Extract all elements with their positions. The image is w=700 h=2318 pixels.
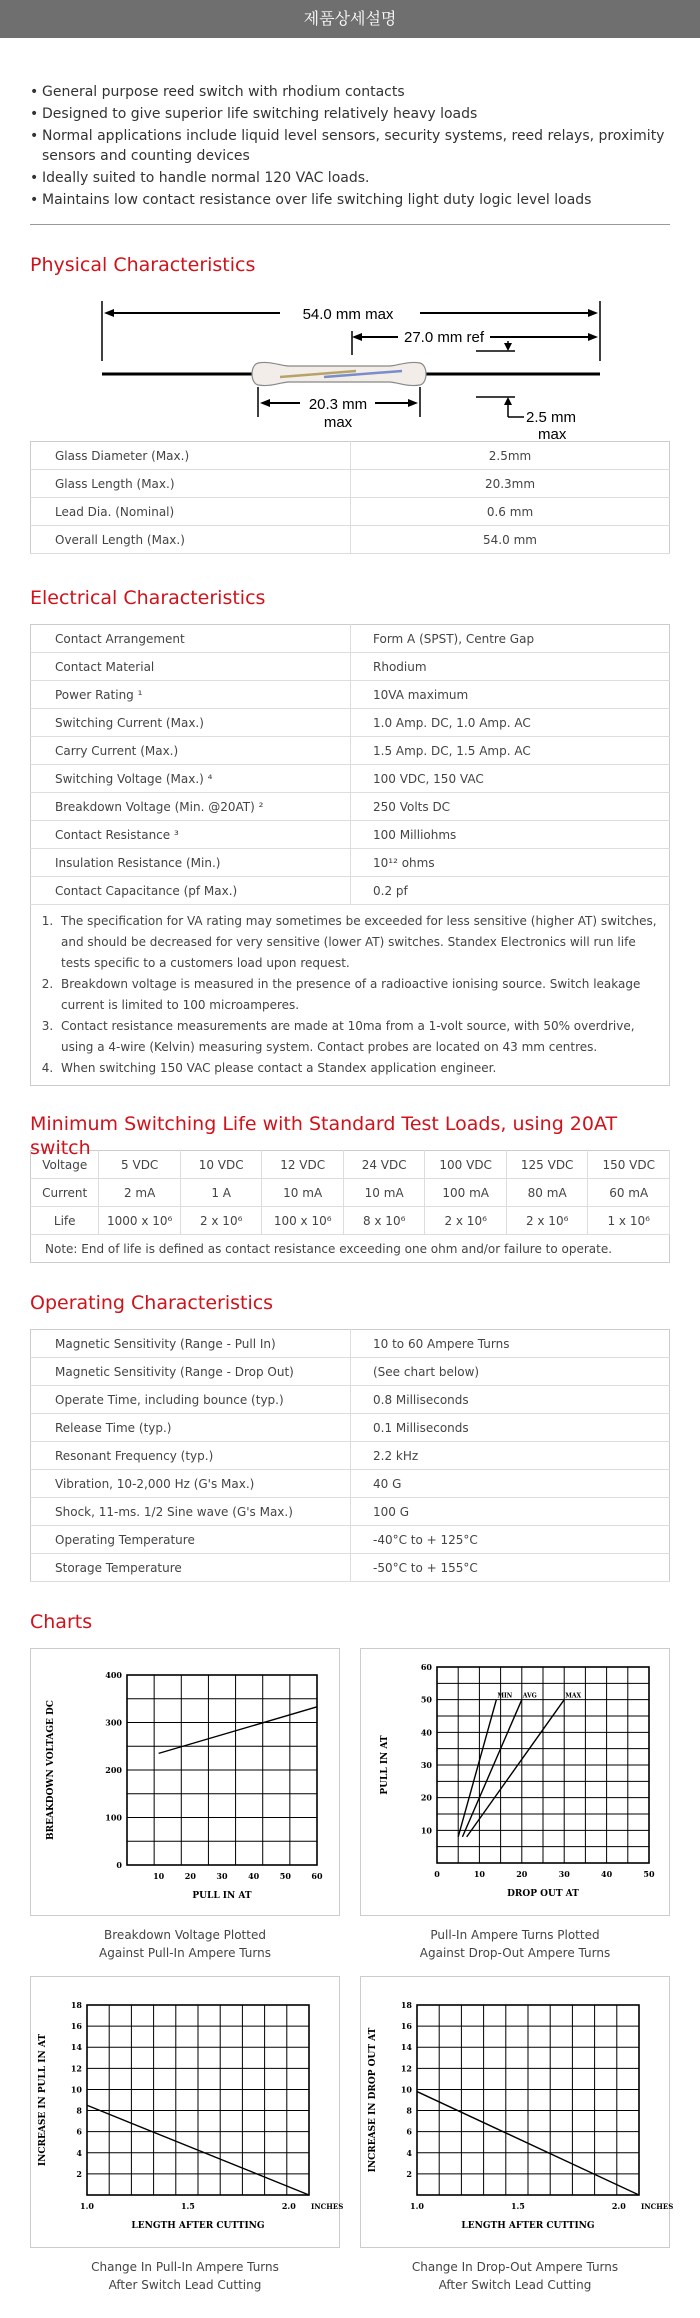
table-cell: 2 x 10⁶	[180, 1207, 262, 1235]
y-tick-label: 20	[420, 1792, 432, 1803]
table-row	[31, 653, 670, 681]
y-tick-label: 18	[70, 2000, 82, 2010]
y-tick-label: 14	[70, 2042, 82, 2053]
x-tick-label: 0	[434, 1869, 440, 1879]
table-cell: Lead Dia. (Nominal)	[31, 498, 351, 526]
table-row	[31, 793, 670, 821]
note-item: 2. Breakdown voltage is measured in the presence of a radioactive ionising source. Switch leakage current is limited to 100 microamperes.	[57, 974, 661, 1016]
table-row	[31, 1207, 670, 1235]
x-tick-label: 2.0	[281, 2201, 296, 2211]
note-item: 3. Contact resistance measurements are made at 10ma from a 1-volt source, with 50% overdrive, using a 4-wire (Kelvin) measuring system. Contact probes are located on 43 mm centres.	[57, 1016, 661, 1058]
y-tick-label: 2	[406, 2168, 412, 2179]
x-tick-label: 50	[279, 1871, 291, 1881]
y-axis-label: BREAKDOWN VOLTAGE DC	[46, 1700, 56, 1840]
note-item: 4. When switching 150 VAC please contact a Standex application engineer.	[57, 1058, 661, 1079]
x-tick-label: 1.5	[510, 2201, 525, 2211]
caption-line: Breakdown Voltage Plotted	[104, 1928, 266, 1942]
table-cell: 2.5mm	[351, 442, 670, 470]
table-cell: Contact Resistance ³	[31, 821, 351, 849]
y-axis-label: INCREASE IN DROP OUT AT	[368, 2027, 378, 2173]
chart-box	[360, 1648, 670, 1916]
x-tick-label: 20	[516, 1869, 528, 1879]
chart-cell	[30, 1648, 340, 1962]
y-tick-label: 6	[406, 2126, 412, 2137]
table-cell: Switching Voltage (Max.) ⁴	[31, 765, 351, 793]
table-cell: 2.2 kHz	[351, 1442, 670, 1470]
table-cell: 100 G	[351, 1498, 670, 1526]
table-cell: 100 VDC	[425, 1151, 507, 1179]
table-cell: 150 VDC	[588, 1151, 670, 1179]
table-cell: 0.2 pf	[351, 877, 670, 905]
table-cell: 10 mA	[262, 1179, 344, 1207]
table-row	[31, 1526, 670, 1554]
life-title: Minimum Switching Life with Standard Test Loads, using 20AT switch	[30, 1113, 618, 1159]
table-cell: Operate Time, including bounce (typ.)	[31, 1386, 351, 1414]
charts-title: Charts	[30, 1611, 93, 1633]
feature-list	[30, 82, 670, 210]
caption-line: Against Pull-In Ampere Turns	[99, 1946, 271, 1960]
y-tick-label: 10	[420, 1825, 432, 1836]
chart-caption	[360, 1926, 670, 1962]
table-cell: Switching Current (Max.)	[31, 709, 351, 737]
chart-caption	[30, 1926, 340, 1962]
table-row	[31, 442, 670, 470]
table-cell: 40 G	[351, 1470, 670, 1498]
table-row	[31, 1179, 670, 1207]
lead-dia-label: 2.5 mm	[526, 409, 577, 426]
table-cell: 2 x 10⁶	[425, 1207, 507, 1235]
table-cell: Power Rating ¹	[31, 681, 351, 709]
chart-caption	[30, 2258, 340, 2294]
charts-grid	[30, 1648, 674, 2294]
caption-line: Pull-In Ampere Turns Plotted	[430, 1928, 600, 1942]
table-cell: 1 A	[180, 1179, 262, 1207]
table-cell: Release Time (typ.)	[31, 1414, 351, 1442]
x-tick-label: 1.0	[410, 2201, 424, 2211]
caption-line: Change In Pull-In Ampere Turns	[91, 2260, 279, 2274]
series-label: AVG	[522, 1692, 537, 1700]
y-tick-label: 10	[70, 2084, 82, 2095]
series-line	[462, 1700, 521, 1837]
table-cell: 8 x 10⁶	[343, 1207, 425, 1235]
electrical-title: Electrical Characteristics	[30, 587, 266, 609]
x-unit-label: INCHES	[641, 2202, 674, 2211]
table-cell: Carry Current (Max.)	[31, 737, 351, 765]
x-tick-label: 10	[473, 1869, 485, 1879]
feature-item: • Designed to give superior life switching relatively heavy loads	[30, 104, 670, 124]
y-axis-label: INCREASE IN PULL IN AT	[38, 2033, 48, 2167]
table-row	[31, 765, 670, 793]
table-cell: Operating Temperature	[31, 1526, 351, 1554]
table-cell: Breakdown Voltage (Min. @20AT) ²	[31, 793, 351, 821]
y-tick-label: 40	[420, 1727, 432, 1738]
table-cell: 1 x 10⁶	[588, 1207, 670, 1235]
table-cell: Shock, 11-ms. 1/2 Sine wave (G's Max.)	[31, 1498, 351, 1526]
y-tick-label: 200	[105, 1765, 122, 1775]
table-cell: 20.3mm	[351, 470, 670, 498]
table-cell: 54.0 mm	[351, 526, 670, 554]
chart-box	[30, 1976, 344, 2248]
table-cell: 2 x 10⁶	[506, 1207, 588, 1235]
table-cell: 60 mA	[588, 1179, 670, 1207]
dimension-drawing	[30, 291, 670, 441]
table-row	[31, 1554, 670, 1582]
table-cell: 1.5 Amp. DC, 1.5 Amp. AC	[351, 737, 670, 765]
y-tick-label: 16	[70, 2021, 82, 2032]
table-cell: Contact Arrangement	[31, 625, 351, 653]
table-cell: 5 VDC	[99, 1151, 181, 1179]
physical-table	[30, 441, 670, 554]
reed-switch-drawing	[30, 291, 670, 441]
table-cell: (See chart below)	[351, 1358, 670, 1386]
x-tick-label: 40	[248, 1871, 260, 1881]
x-tick-label: 60	[311, 1871, 323, 1881]
table-cell: 100 mA	[425, 1179, 507, 1207]
table-cell: 80 mA	[506, 1179, 588, 1207]
table-row	[31, 526, 670, 554]
x-axis-label: LENGTH AFTER CUTTING	[131, 2221, 265, 2231]
table-cell: 10¹² ohms	[351, 849, 670, 877]
table-cell: 1000 x 10⁶	[99, 1207, 181, 1235]
table-cell: 125 VDC	[506, 1151, 588, 1179]
y-tick-label: 4	[406, 2147, 412, 2158]
table-cell: 10 to 60 Ampere Turns	[351, 1330, 670, 1358]
table-cell: 1.0 Amp. DC, 1.0 Amp. AC	[351, 709, 670, 737]
y-tick-label: 400	[105, 1670, 122, 1680]
chart-box	[360, 1976, 674, 2248]
life-note: Note: End of life is defined as contact resistance exceeding one ohm and/or failure to operate.	[30, 1235, 670, 1263]
page-header	[0, 0, 700, 38]
chart-caption	[360, 2258, 670, 2294]
table-cell: Magnetic Sensitivity (Range - Pull In)	[31, 1330, 351, 1358]
table-row	[31, 709, 670, 737]
table-cell: Storage Temperature	[31, 1554, 351, 1582]
x-tick-label: 20	[184, 1871, 196, 1881]
note-item: 1. The specification for VA rating may sometimes be exceeded for less sensitive (higher AT) switches, and should be decreased for very sensitive (lower AT) switches. Standex Electronics will run life tests specific to a customers load upon request.	[57, 911, 661, 974]
y-tick-label: 14	[400, 2042, 412, 2053]
table-cell: Insulation Resistance (Min.)	[31, 849, 351, 877]
y-tick-label: 60	[420, 1662, 432, 1672]
x-tick-label: 10	[153, 1871, 165, 1881]
table-cell: 10 VDC	[180, 1151, 262, 1179]
y-tick-label: 4	[76, 2147, 82, 2158]
y-tick-label: 10	[400, 2084, 412, 2095]
table-cell: 10 mA	[343, 1179, 425, 1207]
y-tick-label: 8	[406, 2105, 412, 2116]
table-row	[31, 470, 670, 498]
pull-in-cutting-chart	[31, 1977, 344, 2247]
y-tick-label: 18	[400, 2000, 412, 2010]
table-row	[31, 1414, 670, 1442]
y-tick-label: 2	[76, 2168, 82, 2179]
table-cell: Rhodium	[351, 653, 670, 681]
table-cell: Magnetic Sensitivity (Range - Drop Out)	[31, 1358, 351, 1386]
series-line	[458, 1700, 496, 1837]
x-axis-label: DROP OUT AT	[507, 1889, 579, 1899]
table-cell: 100 Milliohms	[351, 821, 670, 849]
table-cell: Form A (SPST), Centre Gap	[351, 625, 670, 653]
table-cell: Current	[31, 1179, 99, 1207]
table-cell: Resonant Frequency (typ.)	[31, 1442, 351, 1470]
table-cell: 10VA maximum	[351, 681, 670, 709]
drop-out-cutting-chart	[361, 1977, 674, 2247]
x-tick-label: 1.0	[80, 2201, 94, 2211]
x-axis-label: PULL IN AT	[192, 1891, 252, 1901]
x-tick-label: 1.5	[180, 2201, 195, 2211]
caption-line: After Switch Lead Cutting	[108, 2278, 262, 2292]
table-cell: 12 VDC	[262, 1151, 344, 1179]
ref-length-label: 27.0 mm ref	[403, 329, 485, 346]
table-row	[31, 877, 670, 905]
table-cell: Vibration, 10-2,000 Hz (G's Max.)	[31, 1470, 351, 1498]
y-tick-label: 0	[116, 1860, 122, 1870]
table-cell: 250 Volts DC	[351, 793, 670, 821]
overall-length-label: 54.0 mm max	[302, 306, 394, 323]
y-tick-label: 12	[70, 2063, 82, 2074]
table-cell: 0.8 Milliseconds	[351, 1386, 670, 1414]
caption-line: Change In Drop-Out Ampere Turns	[411, 2260, 619, 2274]
table-row	[31, 681, 670, 709]
caption-line: After Switch Lead Cutting	[438, 2278, 592, 2292]
pull-in-dropout-chart	[361, 1649, 669, 1915]
divider	[30, 224, 670, 225]
table-row	[31, 498, 670, 526]
table-cell: Contact Material	[31, 653, 351, 681]
physical-title: Physical Characteristics	[30, 254, 256, 276]
y-tick-label: 100	[105, 1812, 122, 1823]
chart-cell	[360, 1976, 674, 2294]
table-row	[31, 1470, 670, 1498]
lead-dia-sub: max	[538, 426, 567, 443]
electrical-table	[30, 624, 670, 905]
breakdown-voltage-chart	[31, 1649, 339, 1915]
x-tick-label: 2.0	[611, 2201, 626, 2211]
series-label: MIN	[497, 1692, 513, 1700]
x-tick-label: 30	[216, 1871, 228, 1881]
table-row	[31, 1498, 670, 1526]
feature-item: • Maintains low contact resistance over life switching light duty logic level loads	[30, 190, 670, 210]
table-row	[31, 821, 670, 849]
table-cell: 2 mA	[99, 1179, 181, 1207]
x-tick-label: 30	[558, 1869, 570, 1879]
chart-cell	[360, 1648, 670, 1962]
table-cell: Contact Capacitance (pf Max.)	[31, 877, 351, 905]
feature-item: • General purpose reed switch with rhodium contacts	[30, 82, 670, 102]
x-tick-label: 50	[643, 1869, 655, 1879]
y-tick-label: 300	[105, 1717, 122, 1728]
table-row	[31, 1358, 670, 1386]
chart-box	[30, 1648, 340, 1916]
y-axis-label: PULL IN AT	[380, 1735, 390, 1795]
table-row	[31, 849, 670, 877]
page-title: 제품상세설명	[303, 9, 397, 28]
y-tick-label: 12	[400, 2063, 412, 2074]
table-cell: Life	[31, 1207, 99, 1235]
y-tick-label: 50	[420, 1694, 432, 1705]
x-axis-label: LENGTH AFTER CUTTING	[461, 2221, 595, 2231]
table-row	[31, 737, 670, 765]
feature-item: • Ideally suited to handle normal 120 VAC loads.	[30, 168, 670, 188]
x-tick-label: 40	[601, 1869, 613, 1879]
table-cell: Voltage	[31, 1151, 99, 1179]
operating-table	[30, 1329, 670, 1582]
table-cell: 24 VDC	[343, 1151, 425, 1179]
table-row	[31, 625, 670, 653]
electrical-notes	[30, 905, 670, 1086]
table-cell: -40°C to + 125°C	[351, 1526, 670, 1554]
table-cell: Glass Length (Max.)	[31, 470, 351, 498]
series-label: MAX	[565, 1692, 582, 1700]
series-line	[467, 1700, 565, 1837]
table-cell: 100 x 10⁶	[262, 1207, 344, 1235]
table-row	[31, 1330, 670, 1358]
x-unit-label: INCHES	[311, 2202, 344, 2211]
chart-cell	[30, 1976, 344, 2294]
glass-length-label: 20.3 mm	[308, 396, 368, 413]
caption-line: Against Drop-Out Ampere Turns	[419, 1946, 611, 1960]
y-tick-label: 30	[420, 1760, 432, 1770]
table-cell: Overall Length (Max.)	[31, 526, 351, 554]
life-table	[30, 1150, 670, 1235]
table-row	[31, 1386, 670, 1414]
table-row	[31, 1442, 670, 1470]
table-cell: 0.6 mm	[351, 498, 670, 526]
operating-title: Operating Characteristics	[30, 1292, 274, 1314]
table-cell: -50°C to + 155°C	[351, 1554, 670, 1582]
table-cell: Glass Diameter (Max.)	[31, 442, 351, 470]
table-cell: 100 VDC, 150 VAC	[351, 765, 670, 793]
glass-length-sub: max	[323, 414, 353, 431]
y-tick-label: 6	[76, 2126, 82, 2137]
feature-item: • Normal applications include liquid level sensors, security systems, reed relays, proximity sensors and counting devices	[30, 126, 670, 166]
y-tick-label: 8	[76, 2105, 82, 2116]
table-cell: 0.1 Milliseconds	[351, 1414, 670, 1442]
table-row	[31, 1151, 670, 1179]
y-tick-label: 16	[400, 2021, 412, 2032]
